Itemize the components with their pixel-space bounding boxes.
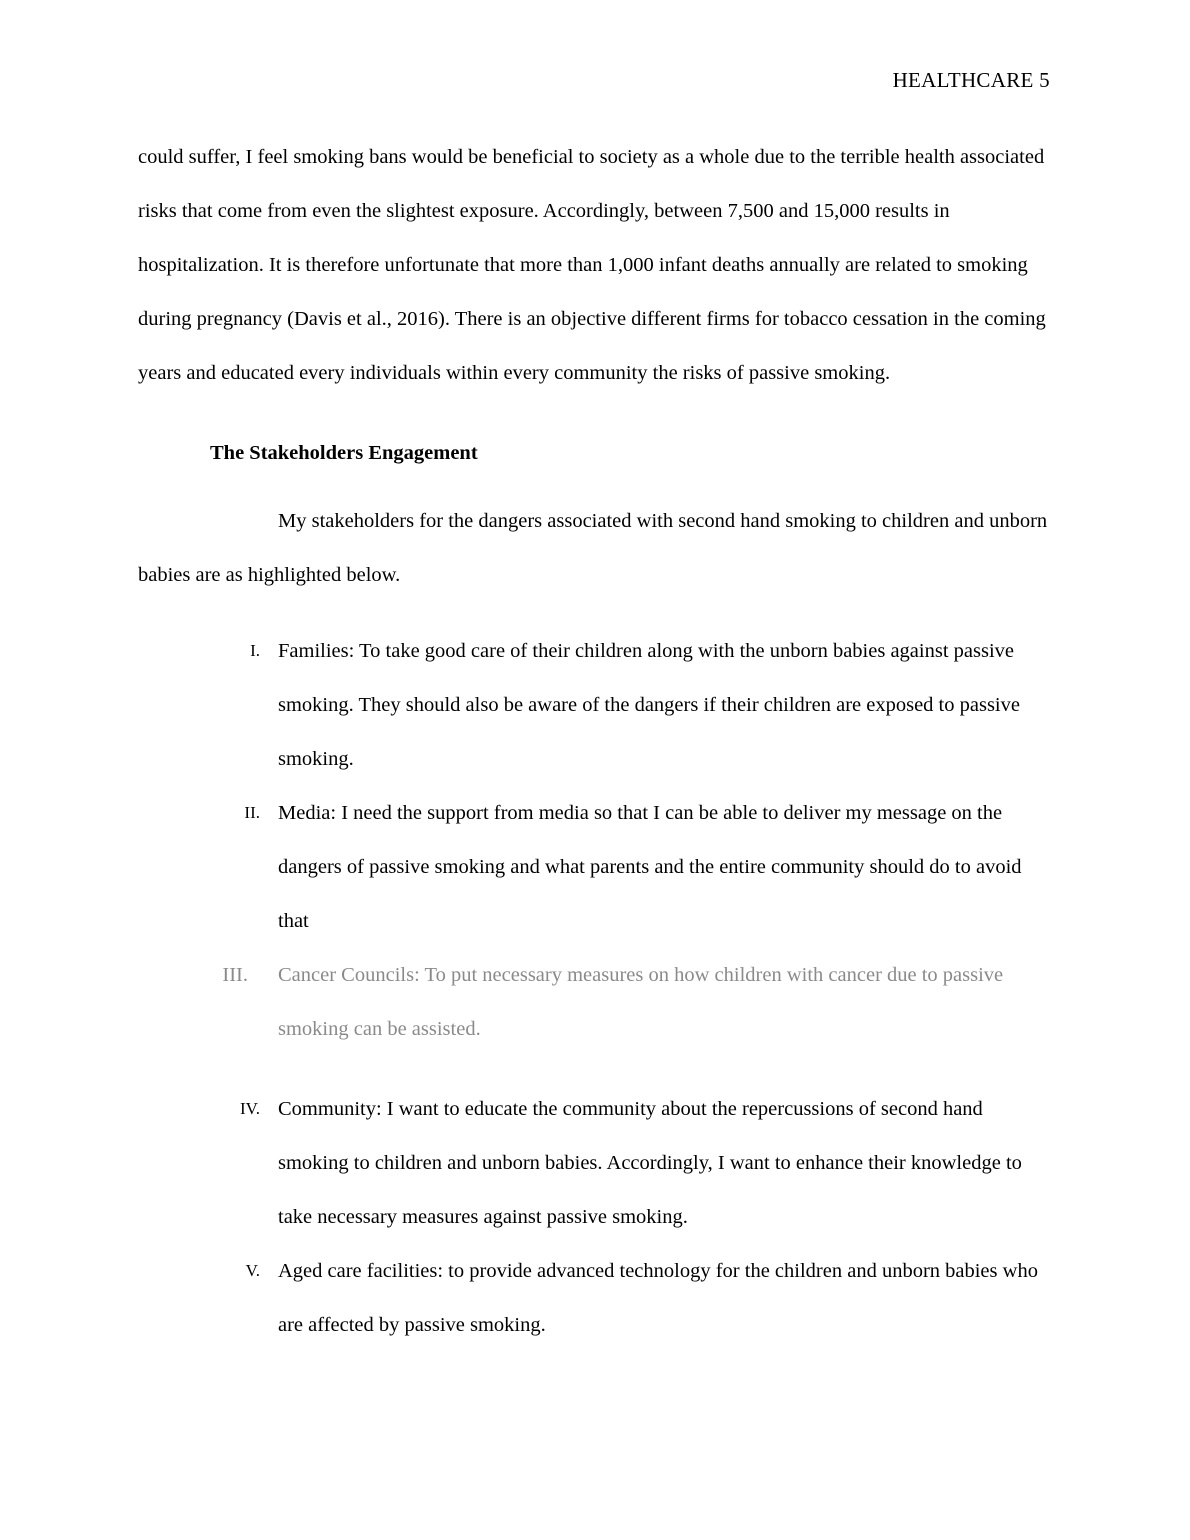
list-item bbox=[138, 948, 1048, 1056]
intro-paragraph: My stakeholders for the dangers associated with second hand smoking to children and unborn babies are as highlighted below. bbox=[138, 510, 1048, 586]
stakeholder-list bbox=[138, 624, 1048, 1352]
paragraph-continuation: could suffer, I feel smoking bans would be beneficial to society as a whole due to the terrible health associated risks that come from even the slightest exposure. Accordingly, between 7,500 and 15,000 results in hospitalization. It is therefore unfortunate that more than 1,000 infant deaths annually are related to smoking during pregnancy (Davis et al., 2016). There is an objective different firms for tobacco cessation in the coming years and educated every individuals within every community the risks of passive smoking. bbox=[138, 146, 1046, 384]
list-item bbox=[138, 1244, 1048, 1352]
list-item bbox=[138, 786, 1048, 948]
list-item-numeral: II. bbox=[244, 803, 260, 822]
list-item-text: Aged care facilities: to provide advanced technology for the children and unborn babies who are affected by passive smoking. bbox=[278, 1260, 1038, 1336]
document-body bbox=[138, 130, 1048, 1352]
list-item-text: Families: To take good care of their children along with the unborn babies against passive smoking. They should also be aware of the dangers if their children are exposed to passive smoking. bbox=[278, 640, 1020, 770]
running-head: HEALTHCARE 5 bbox=[892, 68, 1050, 92]
list-item-numeral: I. bbox=[250, 641, 260, 660]
list-item bbox=[138, 1082, 1048, 1244]
section-heading: The Stakeholders Engagement bbox=[210, 442, 478, 464]
list-item-text: Media: I need the support from media so that I can be able to deliver my message on the dangers of passive smoking and what parents and the entire community should do to avoid that bbox=[278, 802, 1022, 932]
list-item-numeral: III. bbox=[222, 964, 248, 986]
list-item bbox=[138, 624, 1048, 786]
list-item-text: Community: I want to educate the community about the repercussions of second hand smoking to children and unborn babies. Accordingly, I want to enhance their knowledge to take necessary measures against passive smoking. bbox=[278, 1098, 1022, 1228]
list-item-numeral: V. bbox=[245, 1261, 260, 1280]
list-item-text: Cancer Councils: To put necessary measures on how children with cancer due to passive smoking can be assisted. bbox=[278, 964, 1004, 1040]
list-item-numeral: IV. bbox=[240, 1099, 260, 1118]
